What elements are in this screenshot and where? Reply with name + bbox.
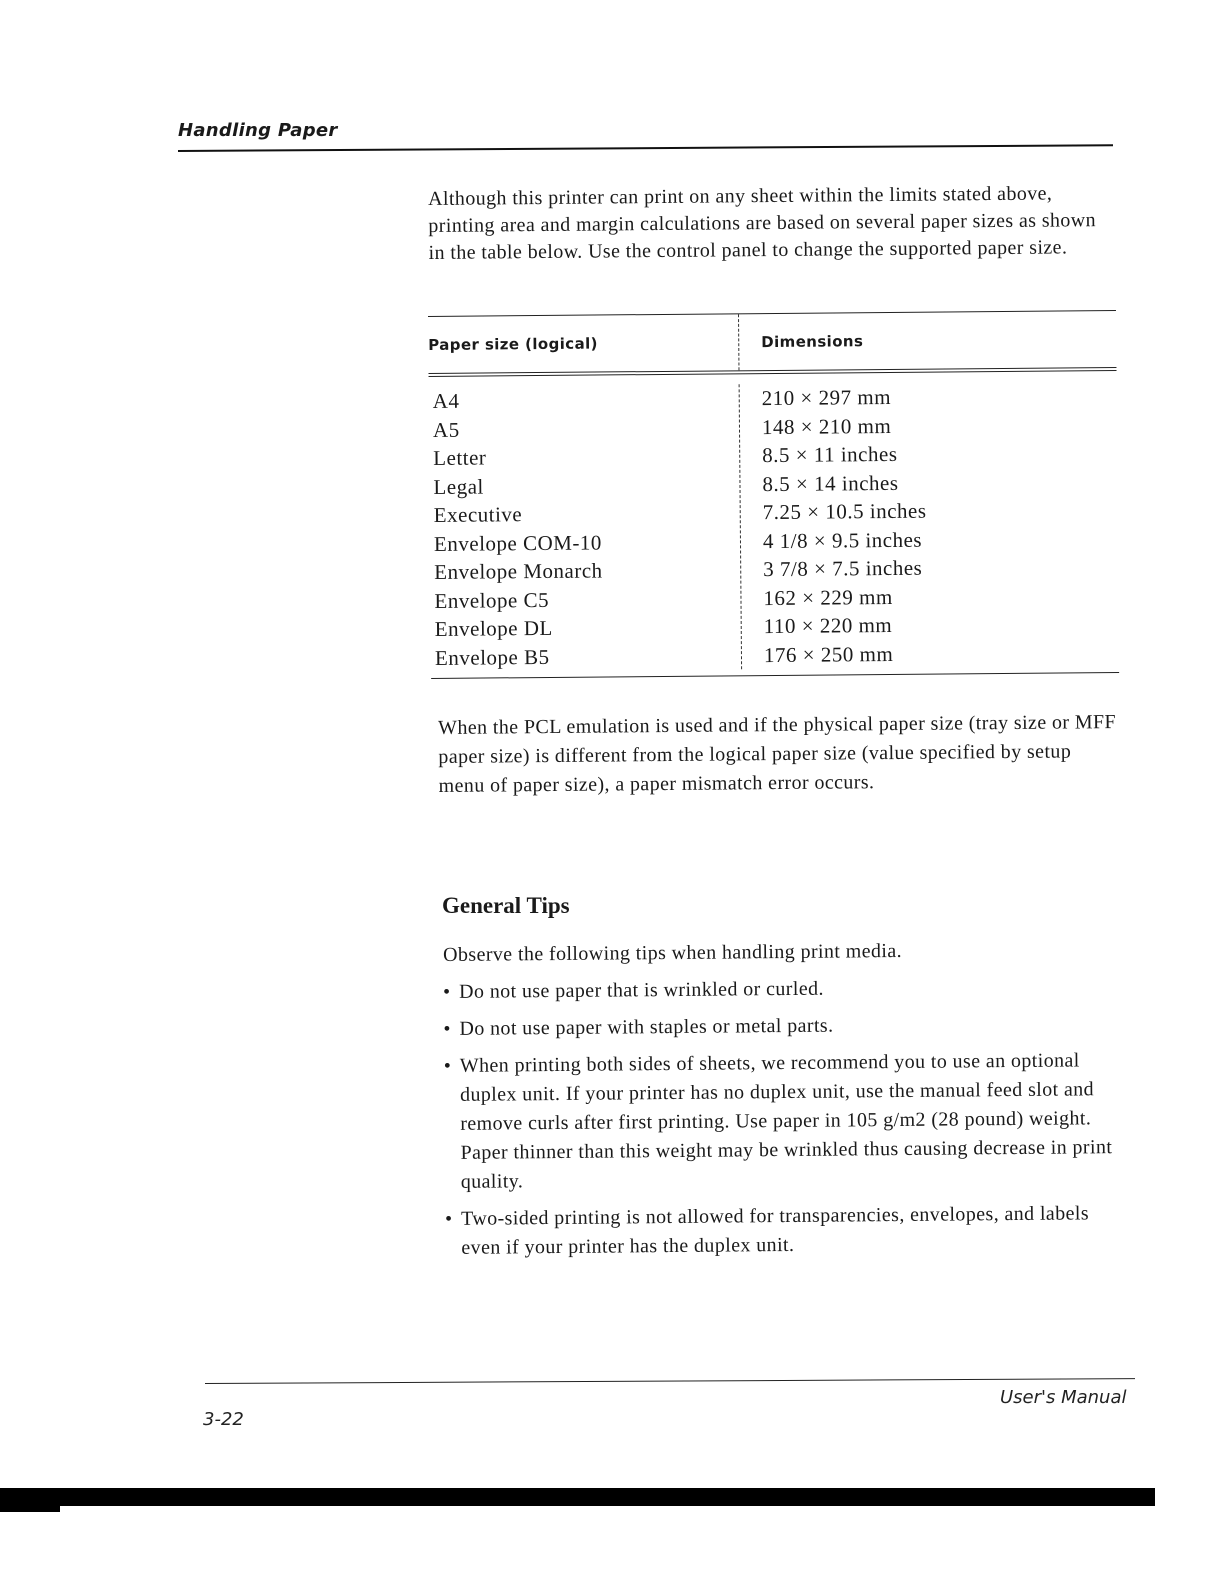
footer-manual-label: User's Manual — [1000, 1387, 1127, 1408]
column-header-paper-size: Paper size (logical) — [428, 334, 598, 354]
section-heading: General Tips — [442, 893, 570, 918]
table-cell-dimensions: 8.5 × 14 inches — [762, 470, 899, 496]
table-cell-paper-size: Envelope COM-10 — [433, 529, 602, 556]
table-cell-dimensions: 3 7/8 × 7.5 inches — [763, 555, 923, 582]
dimensions-column — [762, 381, 1119, 669]
table-cell-dimensions: 110 × 220 mm — [763, 612, 893, 639]
tip-text: Two-sided printing is not allowed for transparencies, envelopes, and labels even if your printer has the duplex unit. — [461, 1202, 1090, 1259]
column-separator — [738, 314, 739, 370]
table-cell-dimensions: 176 × 250 mm — [763, 641, 894, 667]
table-cell-dimensions: 148 × 210 mm — [761, 413, 892, 439]
table-cell-dimensions: 210 × 297 mm — [761, 384, 892, 411]
table-cell-paper-size: Envelope B5 — [434, 644, 550, 670]
table-cell-paper-size: A4 — [432, 388, 460, 413]
list-item — [443, 1009, 1113, 1044]
paper-size-column — [429, 384, 741, 672]
paper-size-table — [428, 310, 1119, 679]
column-header-dimensions: Dimensions — [761, 332, 864, 352]
table-cell-paper-size: Legal — [433, 474, 484, 499]
tip-text: Do not use paper with staples or metal parts. — [459, 1014, 834, 1040]
bullet-icon: • — [443, 1017, 451, 1040]
scan-edge-bar — [0, 1488, 1155, 1506]
tips-intro: Observe the following tips when handling print media. — [443, 939, 903, 966]
tips-list — [443, 972, 1116, 1271]
table-bottom-rule — [431, 672, 1119, 679]
tip-text: When printing both sides of sheets, we recommend you to use an optional duplex unit. If your printer has no duplex unit, use the manual feed slot and remove curls after first printing. Use paper in 105 g/m2 (28 pound) weight. Paper thinner than this weight may be wrinkled thus causing decrease in print quality. — [459, 1049, 1113, 1193]
page-number: 3-22 — [203, 1409, 244, 1430]
running-header-title: Handling Paper — [178, 120, 338, 141]
bullet-icon: • — [443, 1054, 452, 1077]
table-header-row — [428, 311, 1116, 373]
table-cell-paper-size: Letter — [433, 445, 487, 470]
table-cell-dimensions: 7.25 × 10.5 inches — [762, 498, 927, 525]
scan-edge-bar-tail — [0, 1506, 60, 1512]
pcl-mismatch-paragraph: When the PCL emulation is used and if the physical paper size (tray size or MFF paper size) is different from the logical paper size (value specified by setup menu of paper size), a paper mismatch error occurs. — [438, 711, 1117, 797]
tip-text: Do not use paper that is wrinkled or curled. — [459, 977, 824, 1003]
bullet-icon: • — [445, 1207, 453, 1230]
list-item — [443, 972, 1113, 1007]
table-cell-paper-size: Envelope Monarch — [434, 558, 603, 584]
header-rule — [178, 144, 1113, 152]
table-cell-dimensions: 162 × 229 mm — [763, 584, 893, 610]
footer-rule — [205, 1378, 1135, 1384]
table-cell-paper-size: A5 — [432, 417, 460, 442]
list-item — [444, 1046, 1115, 1197]
table-cell-paper-size: Executive — [433, 502, 523, 527]
bullet-icon: • — [443, 980, 451, 1003]
table-cell-dimensions: 4 1/8 × 9.5 inches — [762, 527, 923, 553]
table-cell-paper-size: Envelope C5 — [434, 587, 550, 613]
list-item — [445, 1199, 1115, 1263]
intro-paragraph: Although this printer can print on any sheet within the limits stated above, printing area and margin calculations are based on several paper sizes as shown in the table below. Use the control panel to change the supported paper size. — [428, 182, 1097, 264]
table-cell-dimensions: 8.5 × 11 inches — [762, 441, 898, 468]
table-cell-paper-size: Envelope DL — [434, 615, 553, 641]
table-body — [429, 371, 1120, 672]
